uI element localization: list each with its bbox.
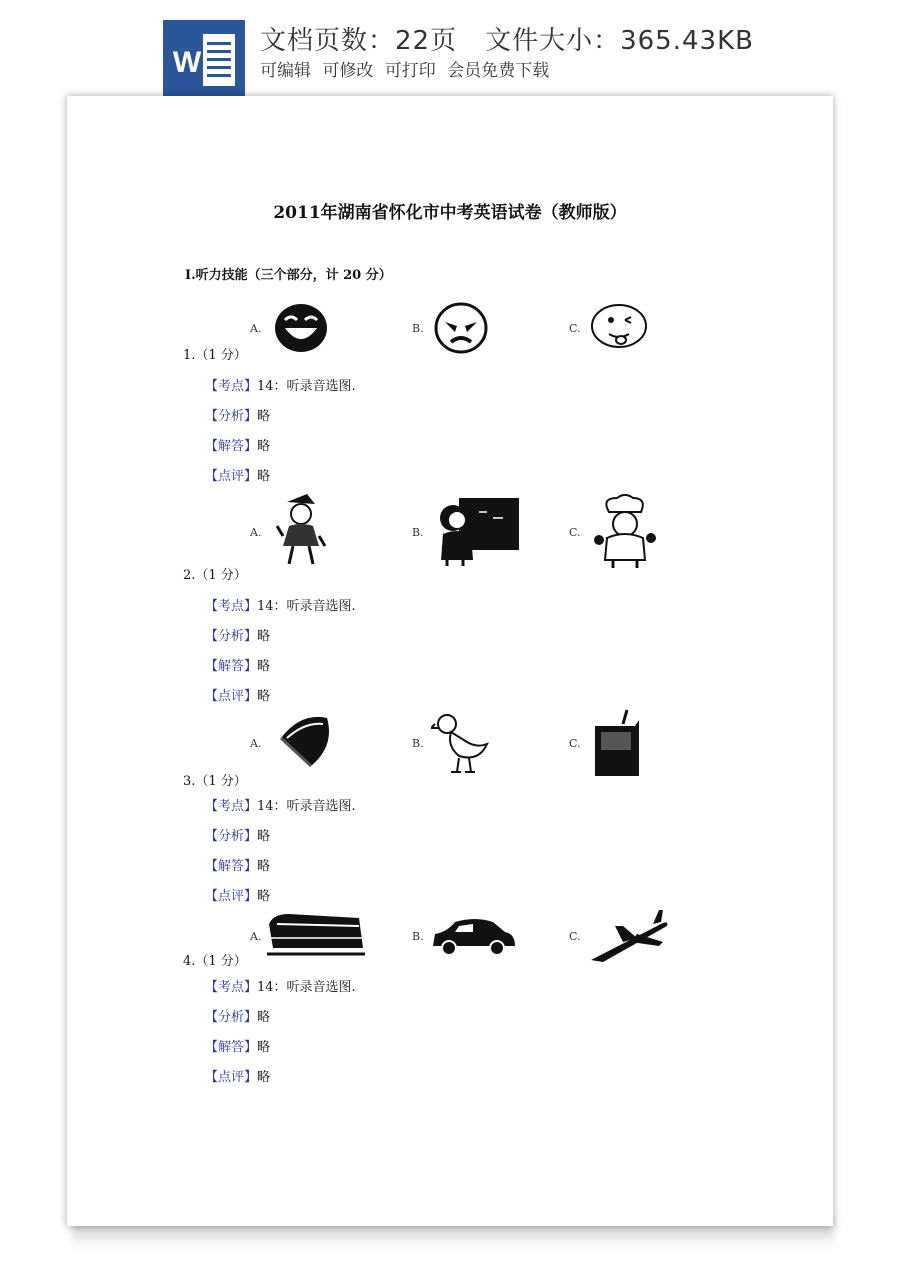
banner-features: 可编辑 可修改 可打印 会员免费下载: [260, 61, 550, 81]
duck-icon: [431, 710, 491, 778]
question-number: 3.（1 分）: [183, 774, 247, 789]
page-count: 文档页数：22页: [260, 26, 458, 56]
watermelon-icon: [277, 714, 333, 770]
note-fenxi: 【分析】略: [205, 409, 271, 424]
train-icon: [267, 910, 365, 958]
note-dianping: 【点评】略: [205, 689, 271, 704]
option-label-a: A.: [250, 322, 262, 335]
laughing-face-icon: [273, 302, 329, 354]
note-kaodian: 【考点】14：听录音选图.: [205, 980, 356, 995]
car-icon: [431, 914, 517, 958]
banner-title: [260, 20, 754, 57]
note-fenxi: 【分析】略: [205, 829, 271, 844]
winking-face-icon: [589, 302, 649, 352]
note-dianping: 【点评】略: [205, 1070, 271, 1085]
cook-icon: [589, 494, 661, 570]
angry-face-icon: [433, 302, 489, 354]
plane-icon: [589, 908, 669, 964]
option-label-b: B.: [412, 930, 424, 943]
juice-box-icon: [591, 708, 643, 780]
document-page: [67, 96, 833, 1226]
note-kaodian: 【考点】14：听录音选图.: [205, 599, 356, 614]
file-size: 文件大小：365.43KB: [485, 26, 754, 56]
option-label-c: C.: [569, 737, 581, 750]
section-heading: Ⅰ.听力技能（三个部分，计 20 分）: [185, 268, 392, 283]
question-number: 2.（1 分）: [183, 568, 247, 583]
svg-text:W: W: [172, 46, 202, 79]
note-fenxi: 【分析】略: [205, 629, 271, 644]
note-kaodian: 【考点】14：听录音选图.: [205, 379, 356, 394]
note-fenxi: 【分析】略: [205, 1010, 271, 1025]
option-label-a: A.: [250, 930, 262, 943]
note-jieda: 【解答】略: [205, 439, 271, 454]
teacher-icon: [429, 496, 521, 568]
option-label-b: B.: [412, 737, 424, 750]
option-label-b: B.: [412, 322, 424, 335]
download-banner: [0, 0, 900, 96]
option-label-a: A.: [250, 526, 262, 539]
note-jieda: 【解答】略: [205, 659, 271, 674]
dancer-icon: [273, 492, 329, 568]
word-document-icon: [163, 20, 245, 96]
option-label-c: C.: [569, 930, 581, 943]
note-jieda: 【解答】略: [205, 1040, 271, 1055]
option-label-c: C.: [569, 322, 581, 335]
question-number: 4.（1 分）: [183, 954, 247, 969]
question-number: 1.（1 分）: [183, 348, 247, 363]
note-dianping: 【点评】略: [205, 469, 271, 484]
option-label-b: B.: [412, 526, 424, 539]
document-title: 2011年湖南省怀化市中考英语试卷（教师版）: [273, 203, 627, 223]
option-label-c: C.: [569, 526, 581, 539]
note-kaodian: 【考点】14：听录音选图.: [205, 799, 356, 814]
note-jieda: 【解答】略: [205, 859, 271, 874]
note-dianping: 【点评】略: [205, 889, 271, 904]
option-label-a: A.: [250, 737, 262, 750]
